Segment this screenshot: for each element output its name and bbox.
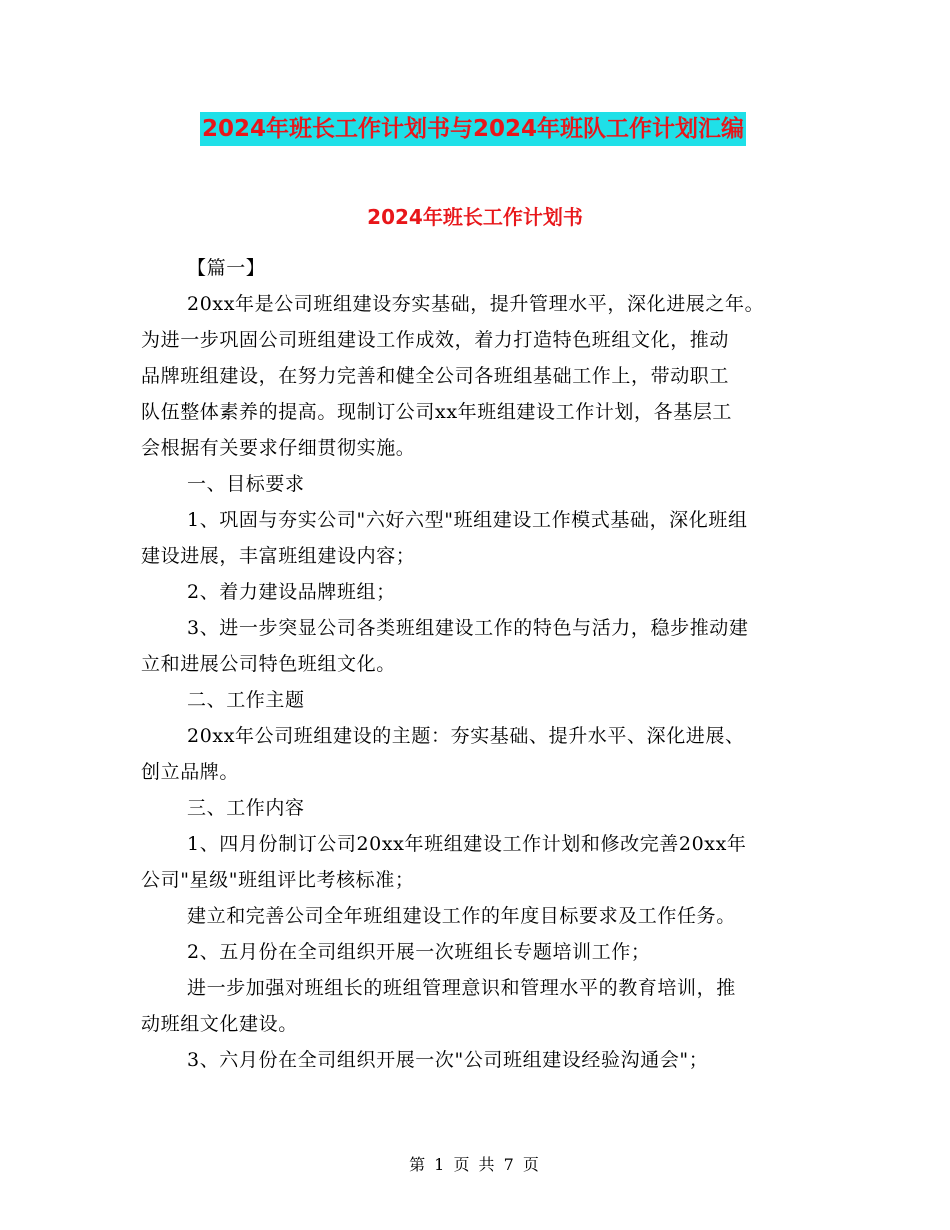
sub-title: 2024年班长工作计划书 — [367, 205, 583, 229]
paragraph-line: 品牌班组建设，在努力完善和健全公司各班组基础工作上，带动职工 — [141, 365, 730, 387]
paragraph-line: 建设进展，丰富班组建设内容； — [141, 545, 416, 567]
heading-content: 三、工作内容 — [187, 797, 305, 819]
paragraph-line: 建立和完善公司全年班组建设工作的年度目标要求及工作任务。 — [187, 905, 736, 927]
paragraph-line: 20xx年公司班组建设的主题：夯实基础、提升水平、深化进展、 — [187, 725, 745, 747]
heading-goals: 一、目标要求 — [187, 473, 305, 495]
paragraph-line: 20xx年是公司班组建设夯实基础，提升管理水平，深化进展之年。 — [187, 293, 765, 315]
paragraph-line: 进一步加强对班组长的班组管理意识和管理水平的教育培训，推 — [187, 977, 736, 999]
paragraph-line: 队伍整体素养的提高。现制订公司xx年班组建设工作计划，各基层工 — [141, 401, 733, 423]
heading-theme: 二、工作主题 — [187, 689, 305, 711]
paragraph-line: 2、着力建设品牌班组； — [187, 581, 396, 603]
paragraph-line: 会根据有关要求仔细贯彻实施。 — [141, 437, 416, 459]
paragraph-line: 1、四月份制订公司20xx年班组建设工作计划和修改完善20xx年 — [187, 833, 747, 855]
page-footer: 第 1 页 共 7 页 — [409, 1155, 541, 1174]
main-title: 2024年班长工作计划书与2024年班队工作计划汇编 — [200, 112, 746, 146]
paragraph-line: 公司"星级"班组评比考核标准； — [141, 869, 415, 891]
section-label: 【篇一】 — [187, 257, 266, 279]
paragraph-line: 2、五月份在全司组织开展一次班组长专题培训工作； — [187, 941, 651, 963]
paragraph-line: 3、进一步突显公司各类班组建设工作的特色与活力，稳步推动建 — [187, 617, 749, 639]
paragraph-line: 动班组文化建设。 — [141, 1013, 298, 1035]
document-body — [141, 220, 811, 1078]
paragraph-line: 创立品牌。 — [141, 761, 240, 783]
paragraph-line: 立和进展公司特色班组文化。 — [141, 653, 396, 675]
paragraph-line: 3、六月份在全司组织开展一次"公司班组建设经验沟通会"； — [187, 1049, 709, 1071]
paragraph-line: 为进一步巩固公司班组建设工作成效，着力打造特色班组文化，推动 — [141, 329, 730, 351]
paragraph-line: 1、巩固与夯实公司"六好六型"班组建设工作模式基础，深化班组 — [187, 509, 748, 531]
